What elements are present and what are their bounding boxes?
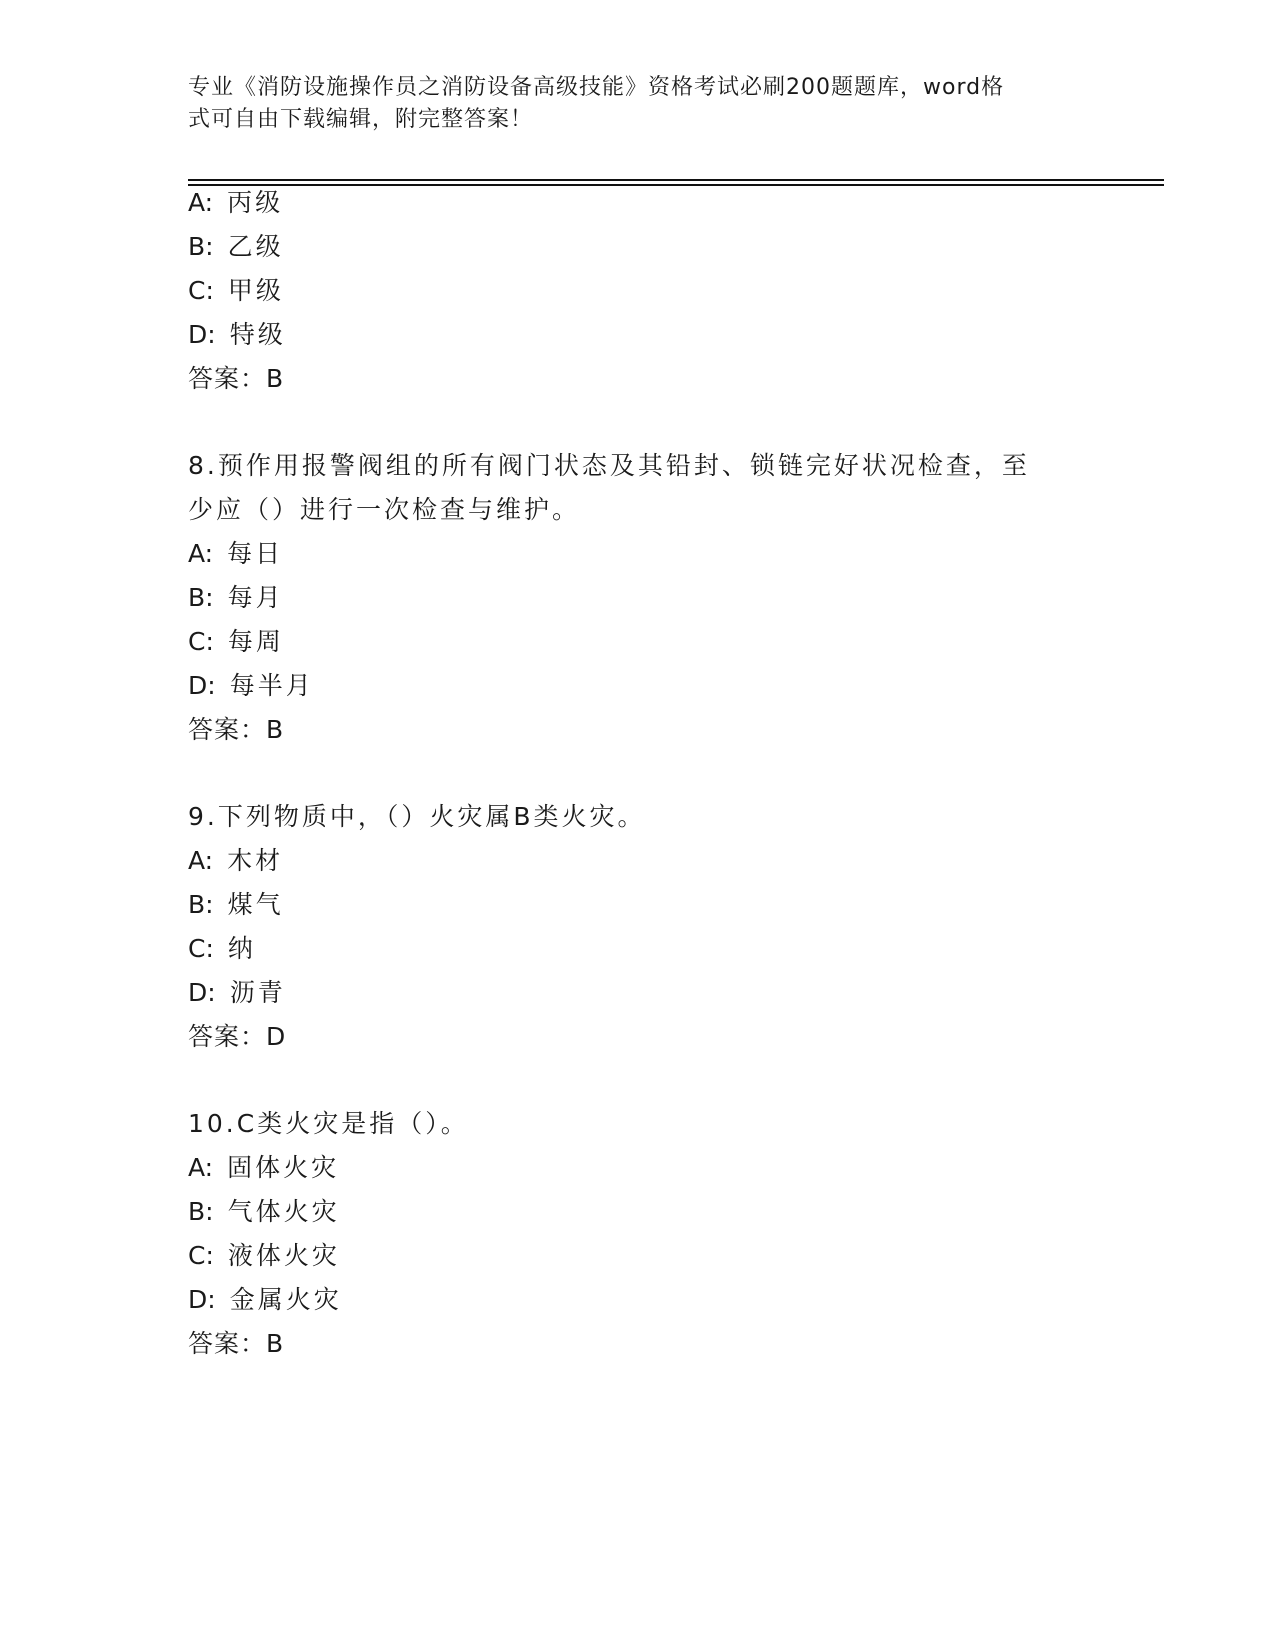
- option-letter: D:: [188, 978, 216, 1007]
- option-text: 气体火灾: [227, 1197, 340, 1226]
- q10-option-c: [188, 1240, 340, 1272]
- q10-option-b: [188, 1196, 340, 1228]
- option-letter: B:: [188, 583, 214, 612]
- option-letter: D:: [188, 320, 216, 349]
- q9-option-a: [188, 845, 283, 877]
- option-letter: C:: [188, 1241, 214, 1270]
- q7-option-c: [188, 275, 284, 307]
- header-divider-top: [188, 179, 1164, 181]
- option-text: 煤气: [227, 890, 284, 919]
- header-divider-bottom: [188, 184, 1164, 186]
- q7-option-a: [188, 187, 283, 219]
- option-letter: C:: [188, 276, 214, 305]
- option-letter: D:: [188, 1285, 216, 1314]
- option-text: 金属火灾: [229, 1285, 342, 1314]
- header-line-2: 式可自由下载编辑，附完整答案！: [188, 107, 534, 132]
- q7-option-d: [188, 319, 286, 351]
- option-text: 甲级: [227, 276, 284, 305]
- q7-option-b: [188, 231, 284, 263]
- option-text: 固体火灾: [227, 1153, 340, 1182]
- q8-option-c: [188, 626, 284, 658]
- option-letter: A:: [188, 1153, 214, 1182]
- option-letter: D:: [188, 671, 216, 700]
- option-letter: A:: [188, 188, 214, 217]
- option-letter: B:: [188, 1197, 214, 1226]
- option-letter: B:: [188, 890, 214, 919]
- q9-option-d: [188, 977, 286, 1009]
- document-header: [188, 72, 1088, 136]
- option-text: 沥青: [229, 978, 286, 1007]
- option-text: 乙级: [227, 232, 284, 261]
- q8-option-d: [188, 670, 314, 702]
- q8-stem-line-2: 少应（）进行一次检查与维护。: [188, 495, 581, 524]
- option-text: 丙级: [227, 188, 284, 217]
- option-text: 每半月: [229, 671, 314, 700]
- option-letter: C:: [188, 934, 214, 963]
- q9-option-b: [188, 889, 284, 921]
- q10-option-a: [188, 1152, 339, 1184]
- option-text: 每日: [227, 539, 284, 568]
- q8-option-a: [188, 538, 283, 570]
- q8-answer: 答案：B: [188, 715, 285, 744]
- option-text: 特级: [229, 320, 286, 349]
- option-text: 木材: [227, 846, 284, 875]
- q9-stem-line-1: 9.下列物质中，（）火灾属B类火灾。: [188, 802, 646, 831]
- q8-option-b: [188, 582, 284, 614]
- option-text: 每周: [227, 627, 284, 656]
- q8-stem-line-1: 8.预作用报警阀组的所有阀门状态及其铅封、锁链完好状况检查，至: [188, 451, 1030, 480]
- q7-answer: 答案：B: [188, 364, 285, 393]
- option-text: 液体火灾: [227, 1241, 340, 1270]
- option-letter: A:: [188, 539, 214, 568]
- q10-option-d: [188, 1284, 342, 1316]
- q10-answer: 答案：B: [188, 1329, 285, 1358]
- option-letter: B:: [188, 232, 214, 261]
- header-line-1: 专业《消防设施操作员之消防设备高级技能》资格考试必刷200题题库，word格: [188, 75, 1005, 100]
- q10-stem-line-1: 10.C类火灾是指（）。: [188, 1109, 469, 1138]
- q9-option-c: [188, 933, 256, 965]
- option-letter: A:: [188, 846, 214, 875]
- option-text: 纳: [227, 934, 256, 963]
- q9-answer: 答案：D: [188, 1022, 287, 1051]
- option-text: 每月: [227, 583, 284, 612]
- option-letter: C:: [188, 627, 214, 656]
